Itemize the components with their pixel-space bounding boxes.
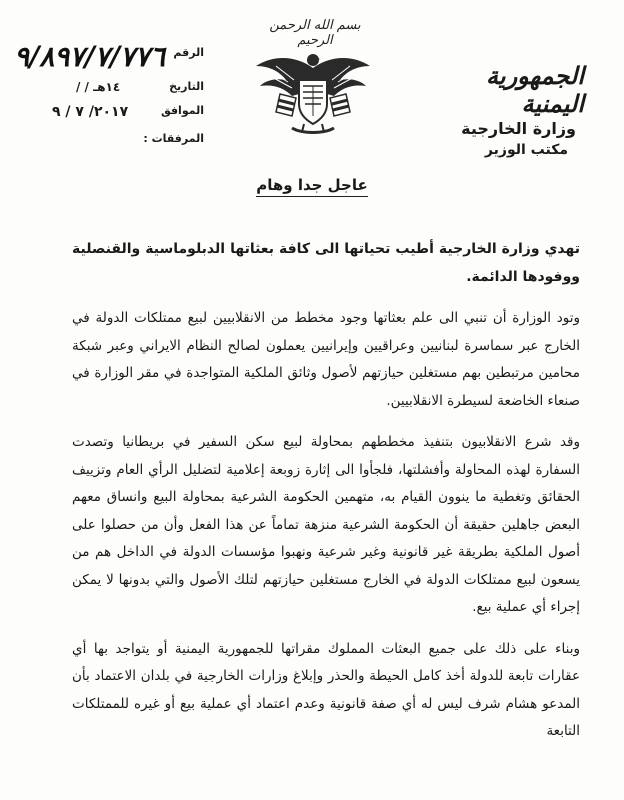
office-name: مكتب الوزير: [484, 142, 568, 158]
attachments-row: [14, 132, 204, 154]
ministry-name: وزارة الخارجية: [461, 119, 576, 138]
letter-body: [72, 236, 580, 760]
gregorian-label: الموافق: [160, 104, 204, 117]
subject-line: [0, 176, 624, 194]
hijri-date-row: [14, 80, 204, 102]
basmala: بسم الله الرحمن الرحيم: [269, 18, 361, 48]
ref-number: ٩/٨٩٧/٧/٧٧٦: [14, 40, 165, 73]
hijri-value: / / ١٤هـ: [76, 80, 121, 94]
paragraph-notice: وتود الوزارة أن تنبي الى علم بعثاتها وجود مخطط من الانقلابيين لبيع ممتلكات الدولة في الخارج عبر سماسرة لبنانيين وعراقيين وإيرانيين يعملون لصالح النظام الايراني وعبر شبكة محامين مرتبطين بهم مستغلين حيازتهم لأصول وثائق الملكية المتواجدة في مقر الوزارة في صنعاء الخاضعة لسيطرة الانقلابيين.: [72, 310, 580, 409]
paragraph-attempt: وقد شرع الانقلابيون بتنفيذ مخططهم بمحاولة لبيع سكن السفير في بريطانيا وتصدت السفارة لهذه المحاولة وأفشلتها، فلجأوا الى إثارة زوبعة إعلامية لتضليل الرأي العام وتزييف الحقائق وتغطية ما ينوون القيام به، متهمين الحكومة الشرعية بمحاولة البيع وانساق معهم البعض جاهلين حقيقة أن الحكومة الشرعية منزهة تماماً عن هذا الفعل وأن من حصلوا على أصول الملكية بطريقة غير قانونية وغير شرعية ونهبوا مؤسسات الدولة في الداخل هم من يسعون لبيع ممتلكات الدولة في الخارج مستغلين حيازتهم لتلك الأصول والتي بدونها لا يمكن إجراء أي عملية بيع.: [72, 434, 580, 615]
hijri-label: التاريخ: [169, 80, 204, 93]
ref-row: [14, 40, 204, 73]
paragraph-instructions: وبناء على ذلك على جميع البعثات المملوك مقراتها للجمهورية اليمنية أو يتواجد بها أي عقارات تابعة للدولة أخذ كامل الحيطة والحذر وإبلاغ وزارات الخارجية في بلدان الاعتماد بأن المدعو هشام شرف ليس له أي صفة قانونية وعدم اعتماد أي عملية بيع أو غيره للممتلكات التابعة: [72, 640, 580, 739]
organization-block: [424, 62, 584, 160]
gregorian-value: ٢٠١٧/ ٧ / ٩: [52, 104, 129, 120]
ref-label: الرقم: [173, 46, 204, 59]
attachments-label: المرفقات :: [143, 132, 204, 145]
yemen-eagle-emblem-icon: [252, 46, 374, 140]
paragraph-greeting: تهدي وزارة الخارجية أطيب تحياتها الى كافة بعثاتها الدبلوماسية والقنصلية ووفودها الدائمة.: [72, 241, 580, 285]
reference-block: [14, 42, 204, 162]
country-name: الجمهورية اليمنية: [486, 61, 584, 118]
gregorian-date-row: [14, 104, 204, 126]
subject-text: عاجل جدا وهام: [256, 176, 368, 197]
